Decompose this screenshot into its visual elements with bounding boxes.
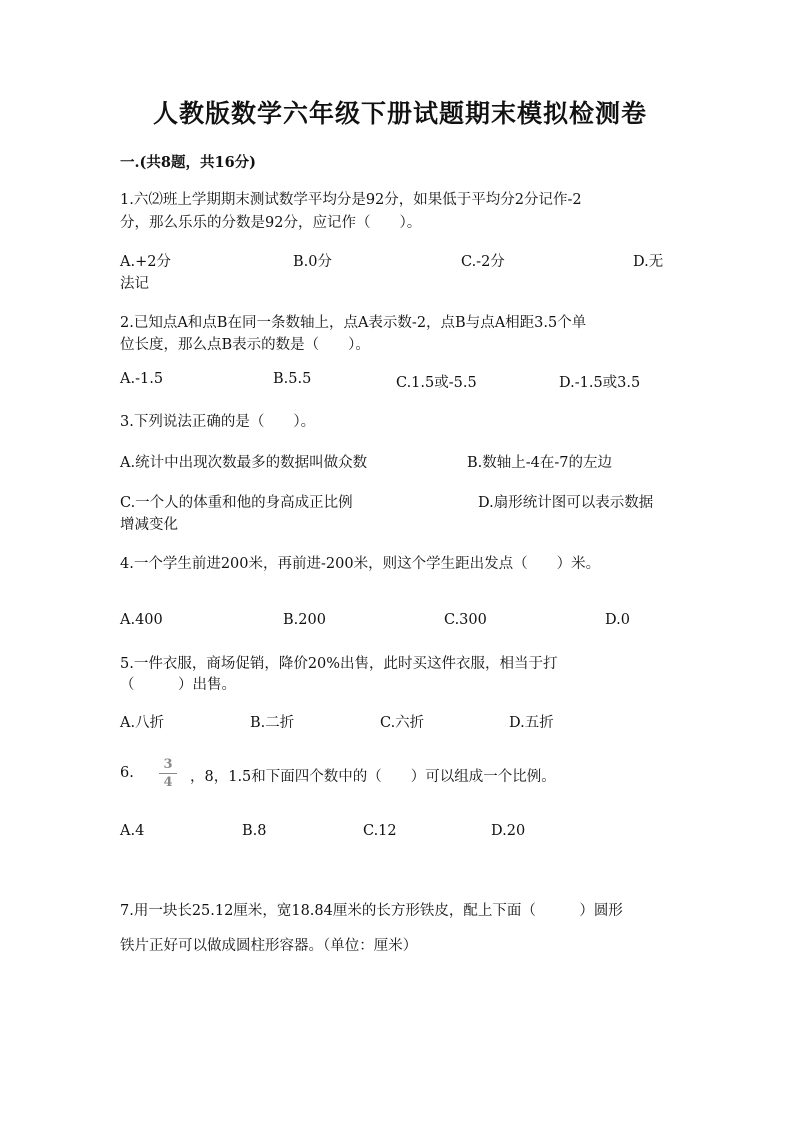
question-2-option-b: B.5.5	[273, 371, 312, 387]
question-5-option-b: B.二折	[250, 715, 295, 731]
question-3-option-d: D.扇形统计图可以表示数据	[478, 495, 654, 511]
question-2-line-2: 位长度，那么点B表示的数是（ ）。	[120, 337, 370, 353]
question-3-option-d-continued: 增减变化	[120, 517, 178, 533]
question-4-option-b: B.200	[283, 612, 326, 628]
question-4-line-1: 4.一个学生前进200米，再前进-200米，则这个学生距出发点（ ）米。	[120, 556, 601, 572]
question-7-line-2: 铁片正好可以做成圆柱形容器。（单位：厘米）	[120, 938, 418, 954]
question-1-line-2: 分，那么乐乐的分数是92分，应记作（ ）。	[120, 215, 422, 231]
question-5-option-a: A.八折	[120, 715, 165, 731]
question-6-option-b: B.8	[242, 823, 267, 839]
question-3-option-a: A.统计中出现次数最多的数据叫做众数	[120, 455, 368, 471]
question-2-option-a: A.-1.5	[120, 371, 164, 387]
question-6-text: ，8，1.5和下面四个数中的（ ）可以组成一个比例。	[190, 769, 556, 785]
question-6-option-c: C.12	[363, 823, 397, 839]
fraction-numerator: 3	[163, 757, 173, 772]
question-6-option-a: A.4	[120, 823, 145, 839]
question-4-option-c: C.300	[444, 612, 487, 628]
question-7-line-1: 7.用一块长25.12厘米，宽18.84厘米的长方形铁皮，配上下面（ ）圆形	[120, 903, 623, 919]
question-5-line-1: 5.一件衣服，商场促销，降价20%出售，此时买这件衣服，相当于打	[120, 656, 558, 672]
question-2-option-d: D.-1.5或3.5	[559, 375, 641, 391]
question-2-option-c: C.1.5或-5.5	[396, 375, 477, 391]
question-1-option-d-continued: 法记	[120, 276, 149, 292]
question-1-option-c: C.-2分	[461, 254, 505, 270]
question-1-option-a: A.+2分	[120, 254, 171, 270]
section-heading: 一.(共8题，共16分)	[120, 154, 257, 171]
question-5-option-d: D.五折	[509, 715, 554, 731]
question-4-option-a: A.400	[120, 612, 163, 628]
question-6-number: 6.	[120, 765, 134, 781]
fraction-three-quarters	[158, 758, 178, 789]
fraction-denominator: 4	[163, 775, 173, 790]
question-1-option-d: D.无	[633, 254, 664, 270]
question-3-line-1: 3.下列说法正确的是（ ）。	[120, 414, 316, 430]
question-3-option-b: B.数轴上-4在-7的左边	[467, 455, 613, 471]
question-5-line-2: （ ）出售。	[120, 677, 236, 693]
question-3-option-c: C.一个人的体重和他的身高成正比例	[120, 495, 353, 511]
question-4-option-d: D.0	[605, 612, 630, 628]
question-5-option-c: C.六折	[380, 715, 425, 731]
question-1-line-1: 1.六⑵班上学期期末测试数学平均分是92分，如果低于平均分2分记作-2	[120, 192, 582, 208]
fraction-bar	[159, 773, 177, 774]
page-title: 人教版数学六年级下册试题期末模拟检测卷	[152, 99, 647, 128]
question-6-option-d: D.20	[491, 823, 526, 839]
question-2-line-1: 2.已知点A和点B在同一条数轴上，点A表示数-2，点B与点A相距3.5个单	[120, 315, 587, 331]
question-1-option-b: B.0分	[293, 254, 332, 270]
